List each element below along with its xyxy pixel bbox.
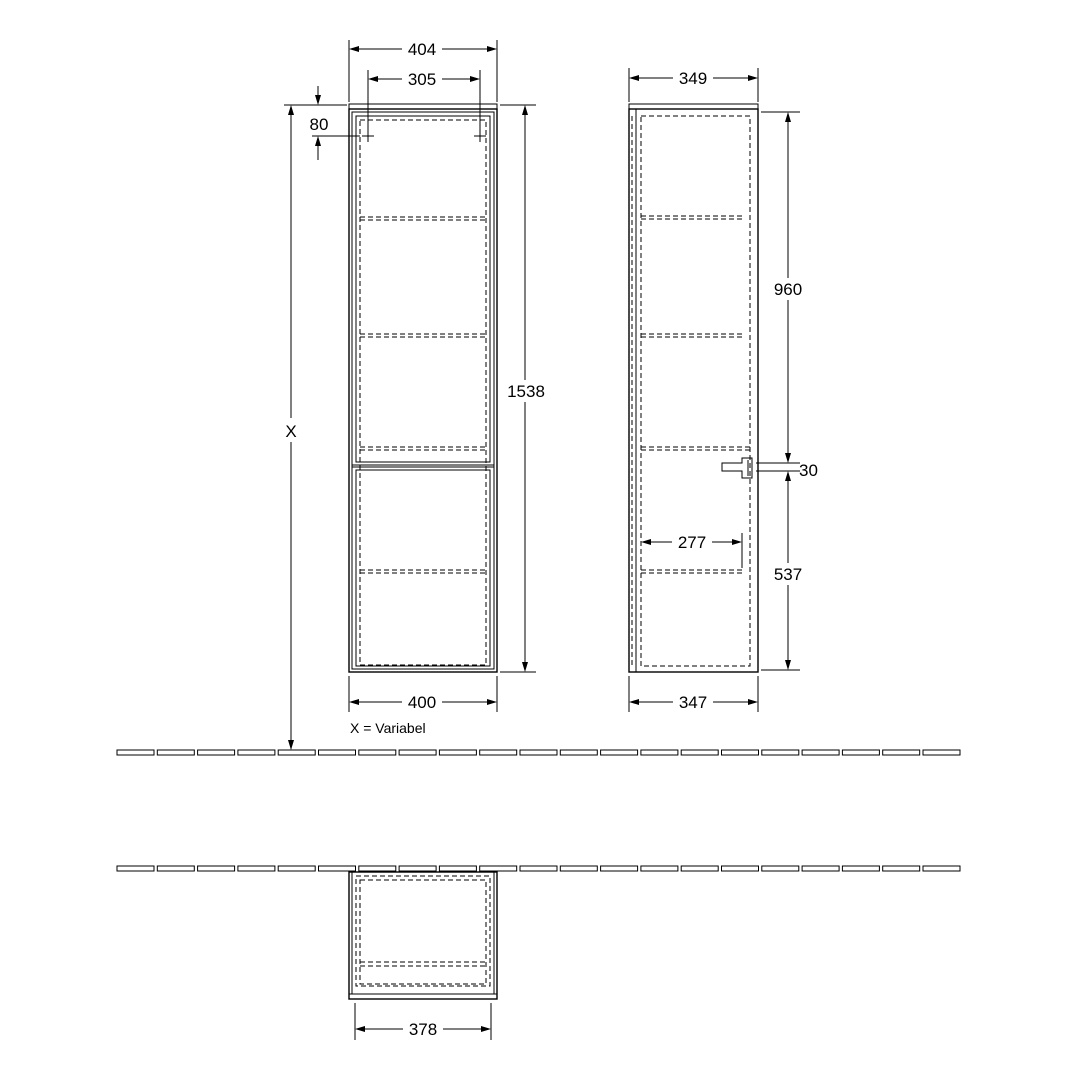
front-body-outline	[349, 109, 497, 672]
side-view	[629, 104, 758, 672]
side-body-outline	[629, 109, 758, 672]
mounting-hole-right	[474, 130, 486, 142]
tile	[883, 866, 920, 871]
dim-bottom-depth	[629, 676, 758, 713]
legend-note: X = Variabel	[350, 720, 426, 736]
tile	[883, 750, 920, 755]
tile	[439, 866, 476, 871]
dim-body-width-label: 400	[407, 693, 437, 712]
dim-front-height-label: 1538	[507, 382, 545, 401]
floor-tile-row	[117, 750, 960, 755]
dim-upper-height-label: 960	[773, 280, 803, 299]
plan-inner-edge	[352, 872, 494, 994]
tile	[641, 866, 678, 871]
tile	[319, 866, 356, 871]
tile	[802, 750, 839, 755]
tile	[480, 750, 517, 755]
wall-tile-row	[117, 866, 960, 871]
tile	[601, 866, 638, 871]
front-top-cap	[349, 104, 497, 109]
dim-body-width	[349, 676, 497, 713]
tile	[520, 750, 557, 755]
tile	[923, 866, 960, 871]
tile	[681, 866, 718, 871]
dim-top-depth	[629, 67, 758, 102]
tile	[198, 866, 235, 871]
tile	[480, 866, 517, 871]
tile	[238, 866, 275, 871]
front-lower-door	[356, 470, 490, 666]
front-view	[349, 104, 497, 672]
dim-hole-spacing	[368, 68, 480, 130]
tile	[722, 750, 759, 755]
front-hidden-carcass	[360, 120, 486, 665]
tile	[359, 750, 396, 755]
dim-shelf-depth-label: 277	[677, 533, 707, 552]
dim-lower-height	[761, 471, 809, 670]
tile	[560, 750, 597, 755]
plan-outline	[349, 872, 497, 999]
side-hidden-carcass	[641, 116, 750, 666]
plan-view	[349, 872, 497, 999]
tile	[641, 750, 678, 755]
plan-hidden-inner	[360, 880, 486, 984]
dim-plan-width-label: 378	[408, 1020, 438, 1039]
tile	[439, 750, 476, 755]
tile	[520, 866, 557, 871]
tile	[399, 750, 436, 755]
tile	[681, 750, 718, 755]
tile	[802, 866, 839, 871]
dim-overall-width-label: 404	[407, 40, 437, 59]
tile	[842, 866, 879, 871]
dim-shelf-depth	[641, 531, 742, 568]
dim-bottom-depth-label: 347	[678, 693, 708, 712]
tile	[560, 866, 597, 871]
tile	[762, 866, 799, 871]
tile	[319, 750, 356, 755]
dim-joint-label: 30	[799, 461, 818, 480]
tile	[842, 750, 879, 755]
tile	[399, 866, 436, 871]
tile	[601, 750, 638, 755]
tile	[117, 750, 154, 755]
tile	[198, 750, 235, 755]
dim-plan-width	[355, 1003, 491, 1040]
tile	[157, 866, 194, 871]
dim-lower-height-label: 537	[773, 565, 803, 584]
tile	[359, 866, 396, 871]
dim-top-depth-label: 349	[678, 69, 708, 88]
tile	[238, 750, 275, 755]
dim-upper-height	[756, 112, 809, 463]
dim-front-height	[500, 105, 549, 672]
tile	[278, 750, 315, 755]
dim-hole-spacing-label: 305	[407, 70, 437, 89]
tile	[278, 866, 315, 871]
side-top-cap	[629, 104, 758, 109]
tile	[157, 750, 194, 755]
mounting-hole-left	[362, 130, 374, 142]
dim-mount-height	[280, 105, 302, 750]
front-body-inner-edge	[352, 112, 494, 669]
dim-mount-height-label: X	[285, 422, 297, 441]
plan-hidden-carcass	[356, 876, 490, 986]
tile	[923, 750, 960, 755]
tile	[762, 750, 799, 755]
tile	[722, 866, 759, 871]
front-upper-door	[356, 116, 490, 462]
dim-hole-offset-label: 80	[309, 115, 329, 134]
tile	[117, 866, 154, 871]
